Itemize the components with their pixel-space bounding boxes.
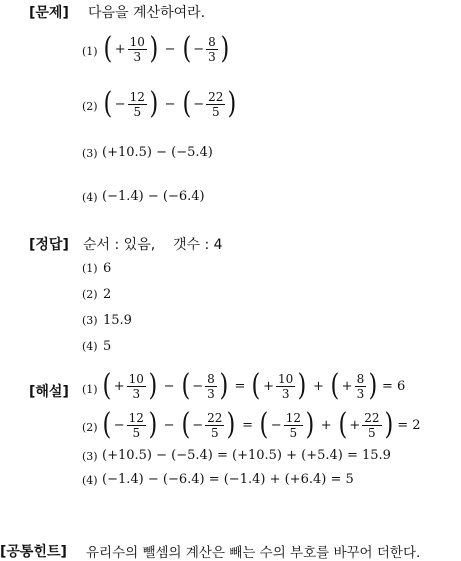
problem-item-3-expression: (+10.5) − (−5.4) — [102, 145, 213, 160]
explanation-item-4-number: (4) — [82, 474, 98, 487]
answer-item-4-number: (4) — [82, 340, 98, 353]
problem-item-1-expression: ( + $\frac{10}{3}$ ) − ( − $\frac{8}{3}$ ) — [103, 31, 230, 66]
hint-tag: [공통힌트] — [0, 544, 67, 560]
problem-item-2-expression: ( − $\frac{12}{5}$ ) − ( − $\frac{22}{5}$ ) — [103, 86, 237, 121]
explanation-item-2-expression: ( − $\frac{12}{5}$ ) − ( − $\frac{22}{5}$ ) = ( − $\frac{12}{5}$ ) + ( + $\frac{22}{5}$ ) = 2 — [102, 407, 421, 442]
answer-item-4-value: 5 — [103, 339, 112, 354]
hint-text: 유리수의 뺄셈의 계산은 빼는 수의 부호를 바꾸어 더한다. — [86, 545, 421, 561]
problem-item-2-number: (2) — [82, 100, 98, 113]
explanation-item-1-number: (1) — [82, 383, 98, 396]
problem-tag: [문제] — [29, 5, 69, 21]
answer-order-text: 순서 : 있음, 갯수 : 4 — [83, 237, 223, 253]
explanation-item-2-number: (2) — [82, 421, 98, 434]
problem-item-4-number: (4) — [82, 191, 98, 204]
answer-tag: [정답] — [29, 237, 69, 253]
answer-item-2-number: (2) — [82, 288, 98, 301]
answer-item-1-number: (1) — [82, 262, 98, 275]
problem-item-1-number: (1) — [82, 45, 98, 58]
explanation-item-3-expression: (+10.5) − (−5.4) = (+10.5) + (+5.4) = 15.9 — [102, 448, 391, 463]
answer-item-1-value: 6 — [103, 261, 112, 276]
answer-item-3-value: 15.9 — [103, 313, 132, 328]
answer-item-3-number: (3) — [82, 314, 98, 327]
problem-item-3-number: (3) — [82, 147, 98, 160]
answer-item-2-value: 2 — [103, 287, 112, 302]
explanation-item-1-expression: ( + $\frac{10}{3}$ ) − ( − $\frac{8}{3}$ ) = ( + $\frac{10}{3}$ ) + ( + $\frac{8}{3}$ ) = 6 — [102, 368, 406, 403]
problem-item-4-expression: (−1.4) − (−6.4) — [102, 189, 205, 204]
explanation-item-4-expression: (−1.4) − (−6.4) = (−1.4) + (+6.4) = 5 — [102, 472, 354, 487]
problem-instruction: 다음을 계산하여라. — [88, 5, 206, 21]
explanation-tag: [해설] — [29, 384, 69, 400]
explanation-item-3-number: (3) — [82, 450, 98, 463]
